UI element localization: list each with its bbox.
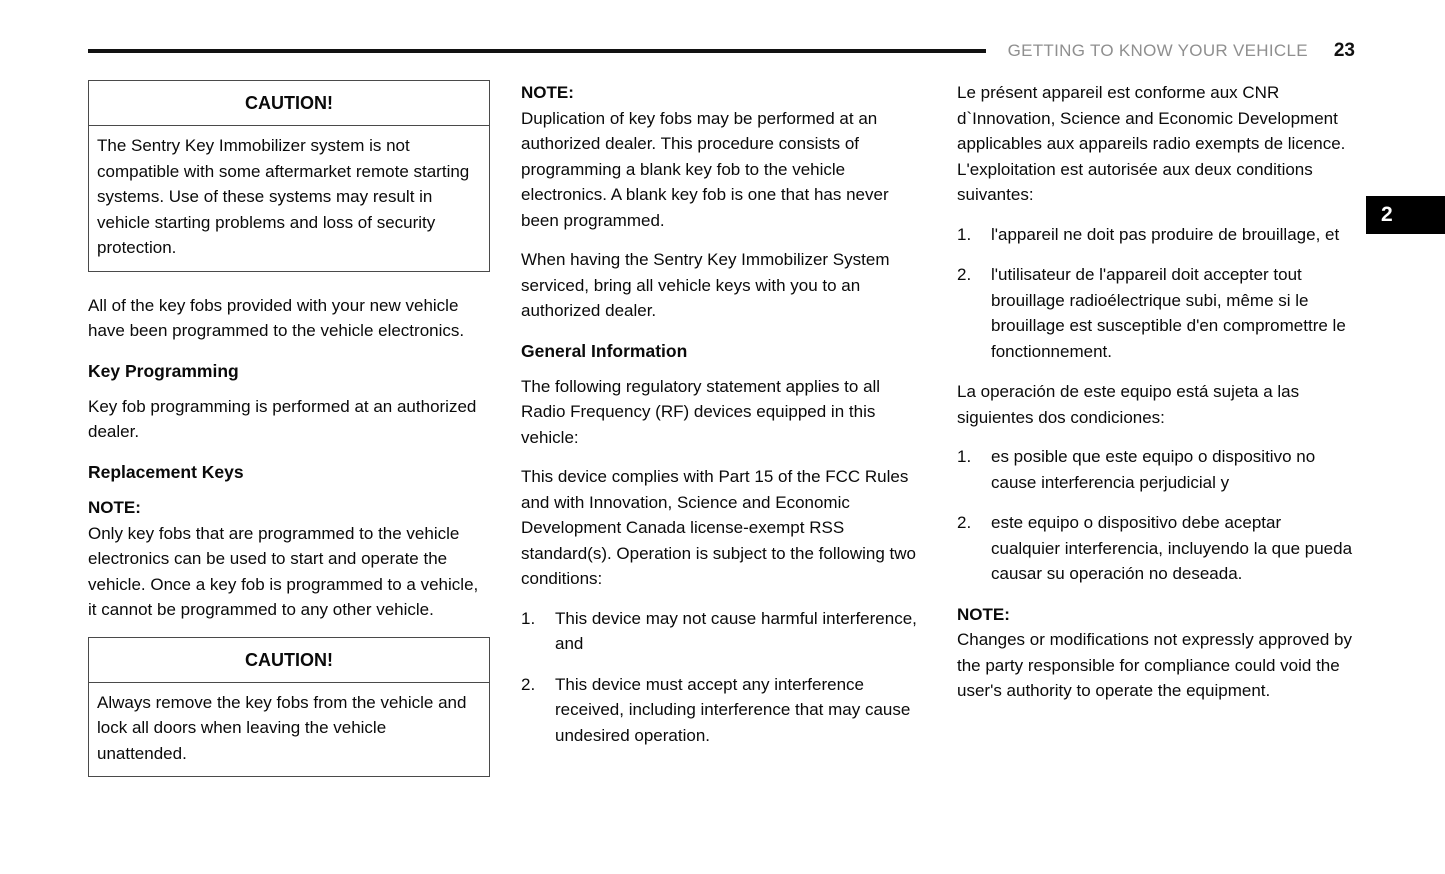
content-columns	[88, 80, 1353, 798]
list-text: This device may not cause harmful interference, and	[555, 608, 917, 654]
heading-replacement-keys: Replacement Keys	[88, 461, 244, 482]
list-item-fcc-1	[521, 606, 921, 657]
note-label: NOTE:	[88, 498, 141, 517]
caution-body: The Sentry Key Immobilizer system is not compatible with some aftermarket remote starting systems. Use of these systems may result in vehicle starting problems and loss of security protection.	[97, 136, 470, 257]
list-item-spanish-1	[957, 444, 1353, 495]
list-text: l'utilisateur de l'appareil doit accepter tout brouillage radioélectrique subi, même si le brouillage est susceptible d'en compromettre le fonctionnement.	[991, 265, 1346, 361]
list-number: 1.	[521, 608, 536, 628]
caution-body: Always remove the key fobs from the vehicle and lock all doors when leaving the vehicle unattended.	[97, 692, 467, 763]
caution-box-remove-fobs	[88, 637, 490, 778]
note-block-modifications	[957, 602, 1353, 704]
note-block-duplication	[521, 80, 921, 233]
chapter-number: 2	[1381, 203, 1393, 226]
list-text: es posible que este equipo o dispositivo no cause interferencia perjudicial y	[991, 447, 1316, 492]
paragraph-sentry-serviced: When having the Sentry Key Immobilizer System serviced, bring all vehicle keys with you to an authorized dealer.	[521, 250, 890, 320]
caution-box-immobilizer	[88, 80, 490, 272]
paragraph-key-programming: Key fob programming is performed at an authorized dealer.	[88, 396, 477, 442]
heading-key-programming: Key Programming	[88, 360, 239, 381]
list-number: 2.	[957, 513, 972, 532]
list-text: este equipo o dispositivo debe aceptar cualquier interferencia, incluyendo la que pueda causar su operación no deseada.	[991, 513, 1353, 583]
paragraph-regulatory-statement: The following regulatory statement applies to all Radio Frequency (RF) devices equipped in this vehicle:	[521, 376, 881, 447]
section-title: GETTING TO KNOW YOUR VEHICLE	[1007, 41, 1308, 60]
list-number: 1.	[957, 447, 972, 466]
note-body: Only key fobs that are programmed to the vehicle electronics can be used to start and operate the vehicle. Once a key fob is programmed to a vehicle, it cannot be programmed to any other vehicle.	[88, 523, 479, 619]
list-number: 1.	[957, 224, 972, 244]
list-number: 2.	[957, 265, 972, 284]
header-rule	[88, 49, 986, 53]
caution-title: CAUTION!	[89, 81, 489, 126]
list-item-french-2	[957, 262, 1353, 364]
list-item-spanish-2	[957, 510, 1353, 587]
caution-title: CAUTION!	[89, 638, 489, 683]
list-text: l'appareil ne doit pas produire de brouillage, et	[991, 224, 1340, 244]
list-item-french-1	[957, 222, 1353, 248]
paragraph-operacion-spanish: La operación de este equipo está sujeta a las siguientes dos condiciones:	[957, 382, 1300, 427]
paragraph-cnr-french: Le présent appareil est conforme aux CNR d`Innovation, Science and Economic Development applicables aux appareils radio exempts de licence. L'exploitation est autorisée aux deux conditions suivantes:	[957, 83, 1346, 204]
note-body: Duplication of key fobs may be performed at an authorized dealer. This procedure consists of programming a blank key fob to the vehicle electronics. A blank key fob is one that has never been programmed.	[521, 108, 889, 230]
note-label: NOTE:	[521, 83, 574, 102]
paragraph-fcc-compliance: This device complies with Part 15 of the FCC Rules and with Innovation, Science and Economic Development Canada license-exempt RSS standard(s). Operation is subject to the following two conditions:	[521, 467, 916, 589]
column-middle	[521, 80, 921, 798]
heading-general-information: General Information	[521, 340, 688, 361]
note-label: NOTE:	[957, 604, 1010, 624]
list-text: This device must accept any interference received, including interference that may cause undesired operation.	[555, 674, 911, 745]
paragraph-key-fobs-programmed: All of the key fobs provided with your new vehicle have been programmed to the vehicle electronics.	[88, 295, 465, 340]
list-number: 2.	[521, 674, 536, 694]
page-header	[88, 40, 1355, 62]
note-body: Changes or modifications not expressly approved by the party responsible for compliance could void the user's authority to operate the equipment.	[957, 630, 1352, 700]
column-left	[88, 80, 490, 798]
chapter-tab	[1366, 196, 1445, 234]
note-block-replacement-keys	[88, 495, 490, 623]
page-number: 23	[1333, 40, 1355, 61]
list-item-fcc-2	[521, 672, 921, 749]
column-right	[957, 80, 1353, 798]
